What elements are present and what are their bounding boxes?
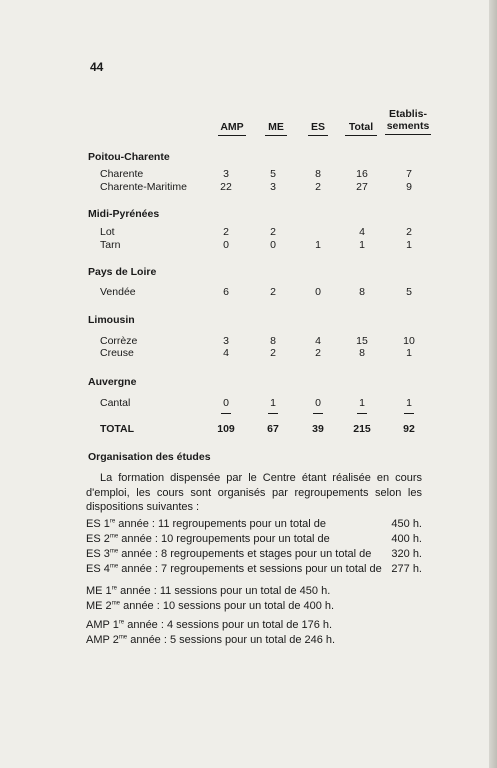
cell-es: 0 xyxy=(315,397,321,409)
line-text: année : 8 regroupements et stages pour un total de xyxy=(118,548,372,560)
row-name: Charente xyxy=(100,168,144,180)
line-course: AMP 1 xyxy=(86,619,119,631)
row-name: Cantal xyxy=(100,397,131,409)
header-etab-line2: sements xyxy=(386,120,430,132)
schedule-line xyxy=(86,533,422,545)
header-me-underline xyxy=(265,135,287,136)
cell-etab: 2 xyxy=(406,226,412,238)
row-name: Creuse xyxy=(100,347,134,359)
cell-etab: 1 xyxy=(406,397,412,409)
table-row xyxy=(0,286,497,300)
cell-me: 2 xyxy=(270,286,276,298)
line-sup: me xyxy=(118,634,128,641)
total-total: 215 xyxy=(353,423,371,435)
total-row xyxy=(0,423,497,437)
line-sup: re xyxy=(109,518,116,525)
intro-paragraph: La formation dispensée par le Centre étant réalisée en cours d'emploi, les cours sont organisés par regroupements selon les dispositions suivantes : xyxy=(86,472,422,513)
header-total-underline xyxy=(345,135,377,136)
table-row xyxy=(0,397,497,411)
total-etab: 92 xyxy=(403,423,415,435)
cell-total: 1 xyxy=(359,239,365,251)
cell-amp: 22 xyxy=(220,181,232,193)
region-heading: Poitou-Charente xyxy=(88,151,170,163)
table-row xyxy=(0,168,497,182)
section-title: Organisation des études xyxy=(88,451,211,463)
cell-me: 5 xyxy=(270,168,276,180)
cell-me: 1 xyxy=(270,397,276,409)
schedule-line xyxy=(86,619,422,631)
header-es xyxy=(300,121,336,136)
row-name: Tarn xyxy=(100,239,121,251)
header-etab-line1: Etablis- xyxy=(389,108,427,120)
cell-es: 1 xyxy=(315,239,321,251)
line-sup: re xyxy=(118,619,125,626)
table-row xyxy=(0,226,497,240)
total-me: 67 xyxy=(267,423,279,435)
region-heading: Pays de Loire xyxy=(88,266,157,278)
cell-es: 0 xyxy=(315,286,321,298)
line-text: année : 4 sessions pour un total de 176 h. xyxy=(124,619,333,631)
schedule-line xyxy=(86,634,422,646)
cell-me: 0 xyxy=(270,239,276,251)
line-sup: re xyxy=(111,585,118,592)
cell-etab: 1 xyxy=(406,347,412,359)
line-text: année : 11 regroupements pour un total de xyxy=(115,518,326,530)
cell-es: 2 xyxy=(315,347,321,359)
line-sup: me xyxy=(109,533,119,540)
sum-dash xyxy=(313,413,323,414)
sum-dash xyxy=(268,413,278,414)
cell-total: 15 xyxy=(356,335,368,347)
line-sup: me xyxy=(111,600,121,607)
page-number: 44 xyxy=(90,60,104,74)
cell-amp: 6 xyxy=(223,286,229,298)
schedule-line xyxy=(86,600,422,612)
cell-etab: 7 xyxy=(406,168,412,180)
cell-me: 8 xyxy=(270,335,276,347)
cell-total: 27 xyxy=(356,181,368,193)
total-es: 39 xyxy=(312,423,324,435)
header-me-label: ME xyxy=(268,121,284,133)
cell-amp: 0 xyxy=(223,397,229,409)
row-name: Vendée xyxy=(100,286,136,298)
cell-total: 8 xyxy=(359,286,365,298)
line-course: ES 4 xyxy=(86,563,110,575)
header-amp-underline xyxy=(218,135,246,136)
cell-etab: 10 xyxy=(403,335,415,347)
cell-total: 1 xyxy=(359,397,365,409)
total-amp: 109 xyxy=(217,423,235,435)
header-es-underline xyxy=(308,135,328,136)
line-hours: 400 h. xyxy=(391,533,422,545)
header-total xyxy=(341,121,381,136)
header-es-label: ES xyxy=(310,121,325,133)
cell-me: 2 xyxy=(270,347,276,359)
header-amp xyxy=(214,121,250,136)
header-amp-label: AMP xyxy=(220,121,244,133)
cell-total: 8 xyxy=(359,347,365,359)
table-row xyxy=(0,181,497,195)
line-hours: 277 h. xyxy=(391,563,422,575)
line-course: ME 1 xyxy=(86,585,112,597)
line-hours: 450 h. xyxy=(391,518,422,530)
line-course: ES 2 xyxy=(86,533,110,545)
cell-amp: 0 xyxy=(223,239,229,251)
line-course: AMP 2 xyxy=(86,634,119,646)
line-sup: me xyxy=(109,563,119,570)
sum-dash xyxy=(221,413,231,414)
cell-etab: 1 xyxy=(406,239,412,251)
table-row xyxy=(0,347,497,361)
schedule-line xyxy=(86,563,422,575)
cell-me: 2 xyxy=(270,226,276,238)
schedule-line xyxy=(86,585,422,597)
row-name: Corrèze xyxy=(100,335,138,347)
line-text: année : 7 regroupements et sessions pour un total de xyxy=(118,563,382,575)
table-row xyxy=(0,239,497,253)
cell-total: 16 xyxy=(356,168,368,180)
line-text: année : 5 sessions pour un total de 246 h. xyxy=(127,634,336,646)
header-total-label: Total xyxy=(348,121,374,133)
cell-me: 3 xyxy=(270,181,276,193)
cell-total: 4 xyxy=(359,226,365,238)
cell-es: 8 xyxy=(315,168,321,180)
line-course: ES 3 xyxy=(86,548,110,560)
region-heading: Midi-Pyrénées xyxy=(88,208,160,220)
cell-es: 2 xyxy=(315,181,321,193)
cell-etab: 9 xyxy=(406,181,412,193)
line-text: année : 10 regroupements pour un total de xyxy=(118,533,330,545)
region-heading: Auvergne xyxy=(88,376,137,388)
cell-es: 4 xyxy=(315,335,321,347)
cell-amp: 3 xyxy=(223,168,229,180)
line-sup: me xyxy=(109,548,119,555)
schedule-line xyxy=(86,518,422,530)
line-course: ES 1 xyxy=(86,518,110,530)
page-edge-shadow xyxy=(489,0,497,768)
line-text: année : 10 sessions pour un total de 400 h. xyxy=(120,600,335,612)
row-name: Lot xyxy=(100,226,115,238)
line-text: année : 11 sessions pour un total de 450 h. xyxy=(117,585,331,597)
header-etablissements xyxy=(378,108,438,135)
sum-dash xyxy=(404,413,414,414)
cell-amp: 4 xyxy=(223,347,229,359)
total-label: TOTAL xyxy=(100,423,135,435)
cell-amp: 2 xyxy=(223,226,229,238)
header-etab-underline xyxy=(385,134,431,135)
sum-dash xyxy=(357,413,367,414)
region-heading: Limousin xyxy=(88,314,135,326)
row-name: Charente-Maritime xyxy=(100,181,187,193)
header-me xyxy=(258,121,294,136)
schedule-line xyxy=(86,548,422,560)
cell-amp: 3 xyxy=(223,335,229,347)
line-course: ME 2 xyxy=(86,600,112,612)
cell-etab: 5 xyxy=(406,286,412,298)
line-hours: 320 h. xyxy=(391,548,422,560)
